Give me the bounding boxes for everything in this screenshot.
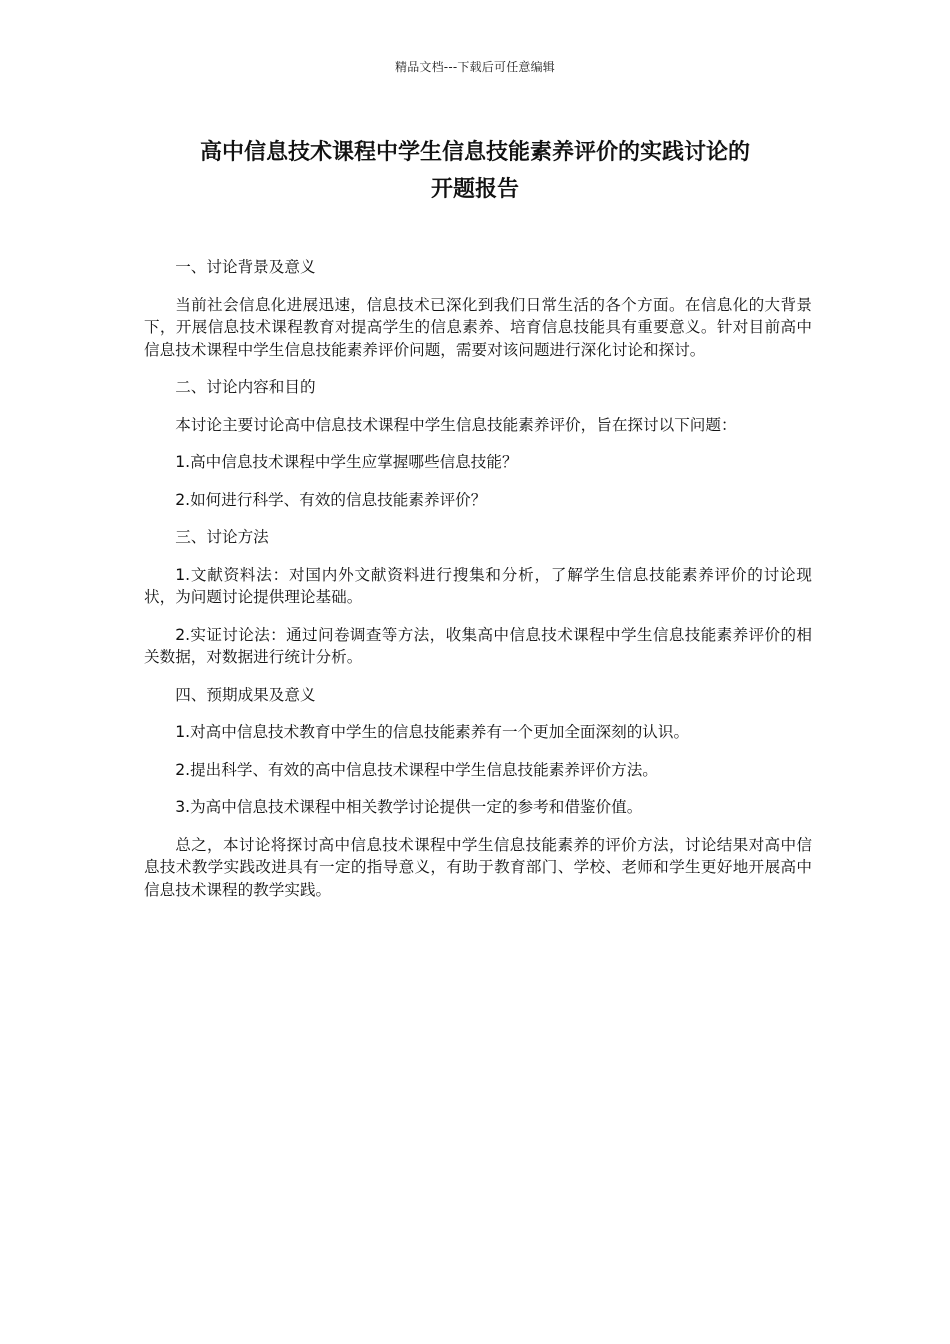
- list-item: 2.提出科学、有效的高中信息技术课程中学生信息技能素养评价方法。: [175, 760, 658, 779]
- section-heading-expected-results: 四、预期成果及意义: [175, 685, 316, 704]
- list-item: 1.对高中信息技术教育中学生的信息技能素养有一个更加全面深刻的认识。: [175, 723, 690, 741]
- section-heading-methods: 三、讨论方法: [175, 528, 269, 546]
- list-item: 1.高中信息技术课程中学生应掌握哪些信息技能？: [175, 453, 518, 471]
- title-line-1: 高中信息技术课程中学生信息技能素养评价的实践讨论的: [199, 140, 750, 165]
- title-line-2: 开题报告: [430, 177, 519, 202]
- list-item: 3.为高中信息技术课程中相关教学讨论提供一定的参考和借鉴价值。: [175, 798, 643, 816]
- paragraph-conclusion: 总之，本讨论将探讨高中信息技术课程中学生信息技能素养的评价方法，讨论结果对高中信息技术教学实践改进具有一定的指导意义，有助于教育部门、学校、老师和学生更好地开展高中信息技术课程的教学实践。: [144, 835, 812, 899]
- list-item: 2.实证讨论法：通过问卷调查等方法，收集高中信息技术课程中学生信息技能素养评价的相关数据，对数据进行统计分析。: [144, 625, 812, 666]
- list-item: 1.文献资料法：对国内外文献资料进行搜集和分析，了解学生信息技能素养评价的讨论现状，为问题讨论提供理论基础。: [144, 565, 812, 606]
- paragraph-background: 当前社会信息化进展迅速，信息技术已深化到我们日常生活的各个方面。在信息化的大背景下，开展信息技术课程教育对提高学生的信息素养、培育信息技能具有重要意义。针对目前高中信息技术课程中学生信息技能素养评价问题，需要对该问题进行深化讨论和探讨。: [144, 295, 812, 359]
- paragraph-content-purpose: 本讨论主要讨论高中信息技术课程中学生信息技能素养评价，旨在探讨以下问题：: [175, 415, 737, 434]
- section-heading-content-purpose: 二、讨论内容和目的: [175, 378, 316, 396]
- header-note: 精品文档---下载后可任意编辑: [395, 60, 555, 74]
- list-item: 2.如何进行科学、有效的信息技能素养评价？: [175, 490, 487, 509]
- section-heading-background: 一、讨论背景及意义: [175, 258, 316, 276]
- document-title: [140, 134, 810, 208]
- document-body: [144, 256, 812, 916]
